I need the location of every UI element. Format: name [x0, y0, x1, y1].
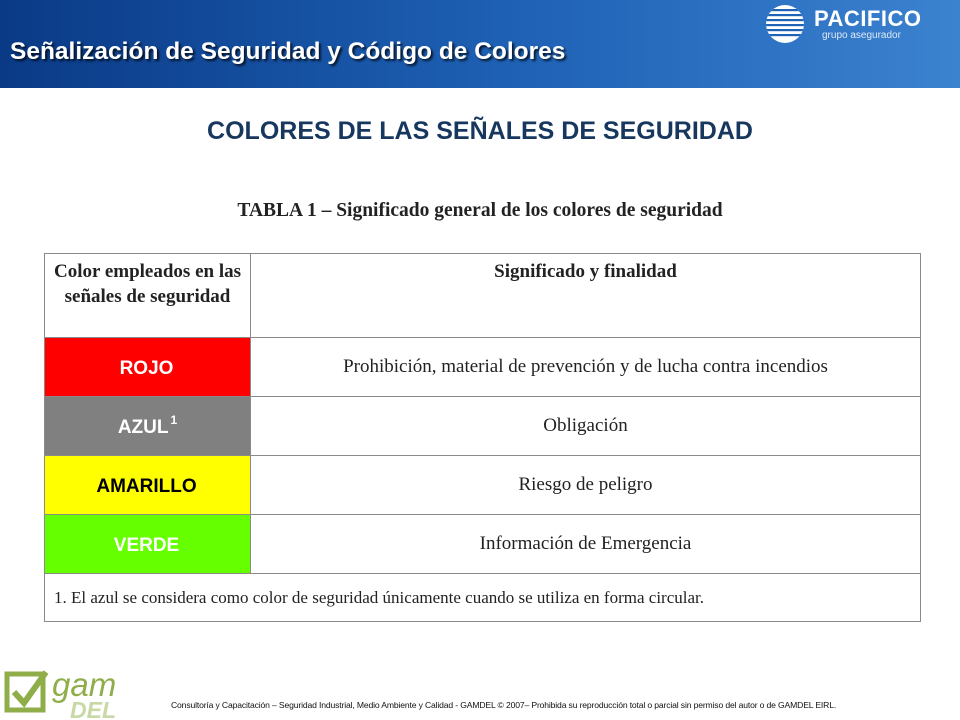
logo-name: PACIFICO — [814, 6, 922, 31]
meaning-cell: Información de Emergencia — [251, 515, 921, 574]
color-name: AMARILLO — [96, 476, 197, 497]
color-cell-green — [45, 515, 251, 574]
checkbox-check-icon — [7, 672, 46, 710]
footnote-marker: 1 — [170, 413, 178, 427]
footer-copyright: Consultoría y Capacitación – Seguridad Industrial, Medio Ambiente y Calidad - GAMDEL © 2007– Prohibida su reproducción total o parcial sin permiso del autor o de GAMDEL EIRL. — [171, 700, 837, 710]
color-cell-yellow — [45, 456, 251, 515]
header-title: Señalización de Seguridad y Código de Colores — [10, 38, 566, 65]
table-caption: TABLA 1 – Significado general de los colores de seguridad — [237, 200, 723, 221]
logo-tagline: grupo asegurador — [822, 30, 901, 41]
meaning-cell: Obligación — [251, 397, 921, 456]
color-name: ROJO — [119, 358, 174, 379]
slide-title: COLORES DE LAS SEÑALES DE SEGURIDAD — [207, 117, 753, 145]
colors-table — [44, 253, 921, 622]
table-header-row — [45, 254, 921, 338]
gamdel-logo-bottom: DEL — [70, 697, 116, 720]
gamdel-logo-top: gam — [52, 666, 117, 703]
gamdel-logo — [4, 666, 144, 720]
color-name: VERDE — [113, 535, 180, 556]
meaning-cell: Prohibición, material de prevención y de lucha contra incendios — [251, 338, 921, 397]
header-meaning-column: Significado y finalidad — [251, 254, 921, 338]
header-banner — [0, 0, 960, 88]
table-footnote: 1. El azul se considera como color de seguridad únicamente cuando se utiliza en forma circular. — [45, 574, 921, 622]
striped-globe-icon — [764, 3, 806, 45]
table-row — [45, 397, 921, 456]
color-name: AZUL — [117, 417, 169, 438]
table-row — [45, 456, 921, 515]
header-color-column: Color empleados en las señales de seguridad — [45, 254, 251, 338]
pacifico-logo — [764, 3, 954, 45]
table-note-row — [45, 574, 921, 622]
meaning-cell: Riesgo de peligro — [251, 456, 921, 515]
color-cell-red — [45, 338, 251, 397]
table-row — [45, 338, 921, 397]
color-cell-blue — [45, 397, 251, 456]
table-row — [45, 515, 921, 574]
